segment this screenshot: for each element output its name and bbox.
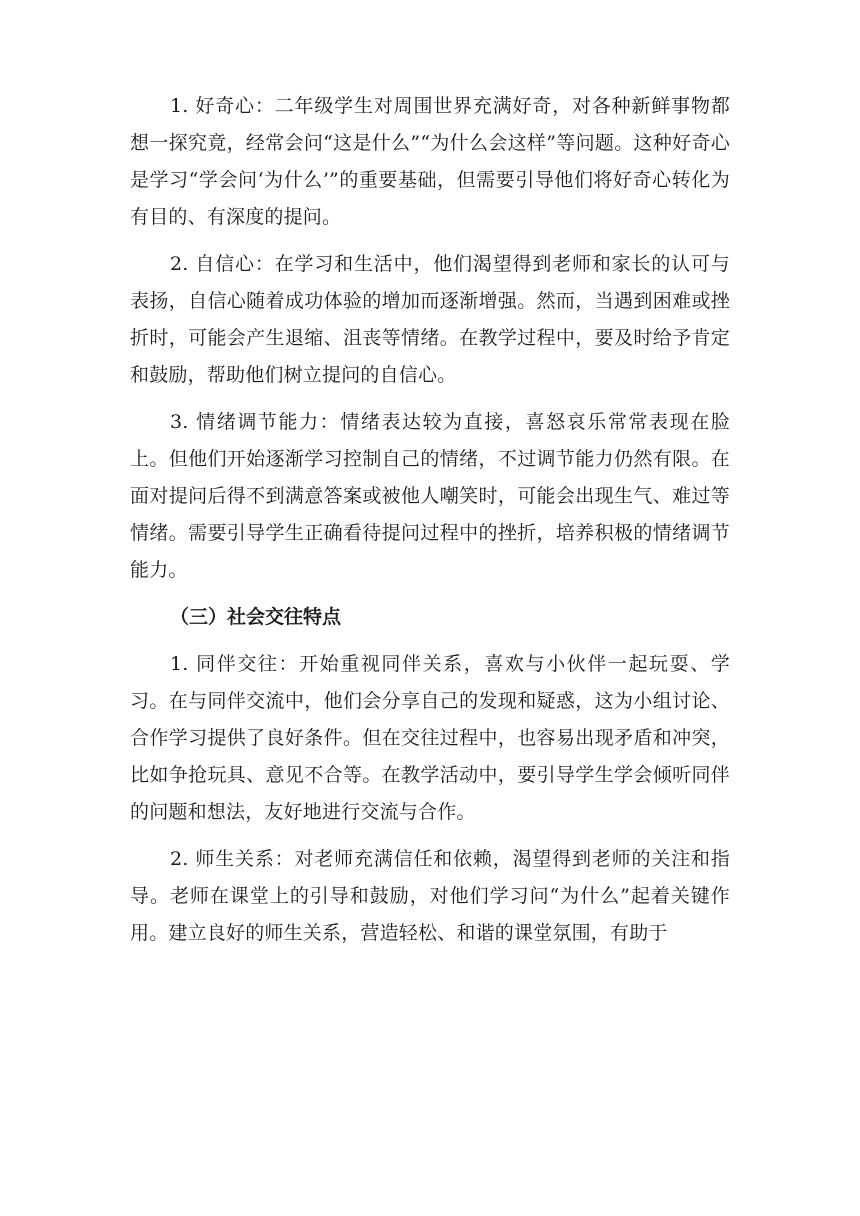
paragraph-self-confidence: 2. 自信心：在学习和生活中，他们渴望得到老师和家长的认可与表扬，自信心随着成功体验的增加而逐渐增强。然而，当遇到困难或挫折时，可能会产生退缩、沮丧等情绪。在教学过程中，要及时给予肯定和鼓励，帮助他们树立提问的自信心。	[130, 253, 730, 386]
paragraph-teacher-student: 2. 师生关系：对老师充满信任和依赖，渴望得到老师的关注和指导。老师在课堂上的引导和鼓励，对他们学习问“为什么”起着关键作用。建立良好的师生关系，营造轻松、和谐的课堂氛围，有助于	[130, 848, 730, 944]
paragraph-emotion-regulation: 3. 情绪调节能力：情绪表达较为直接，喜怒哀乐常常表现在脸上。但他们开始逐渐学习控制自己的情绪，不过调节能力仍然有限。在面对提问后得不到满意答案或被他人嘲笑时，可能会出现生气、难过等情绪。需要引导学生正确看待提问过程中的挫折，培养积极的情绪调节能力。	[130, 411, 730, 581]
section-heading-social: （三）社会交往特点	[170, 606, 342, 628]
paragraph-curiosity: 1. 好奇心：二年级学生对周围世界充满好奇，对各种新鲜事物都想一探究竟，经常会问“这是什么”“为什么会这样”等问题。这种好奇心是学习“学会问‘为什么’”的重要基础，但需要引导他们将好奇心转化为有目的、有深度的提问。	[130, 95, 730, 228]
paragraph-peer-interaction: 1. 同伴交往：开始重视同伴关系，喜欢与小伙伴一起玩耍、学习。在与同伴交流中，他们会分享自己的发现和疑惑，这为小组讨论、合作学习提供了良好条件。但在交往过程中，也容易出现矛盾和冲突，比如争抢玩具、意见不合等。在教学活动中，要引导学生学会倾听同伴的问题和想法，友好地进行交流与合作。	[130, 653, 730, 823]
document-page	[130, 88, 730, 962]
